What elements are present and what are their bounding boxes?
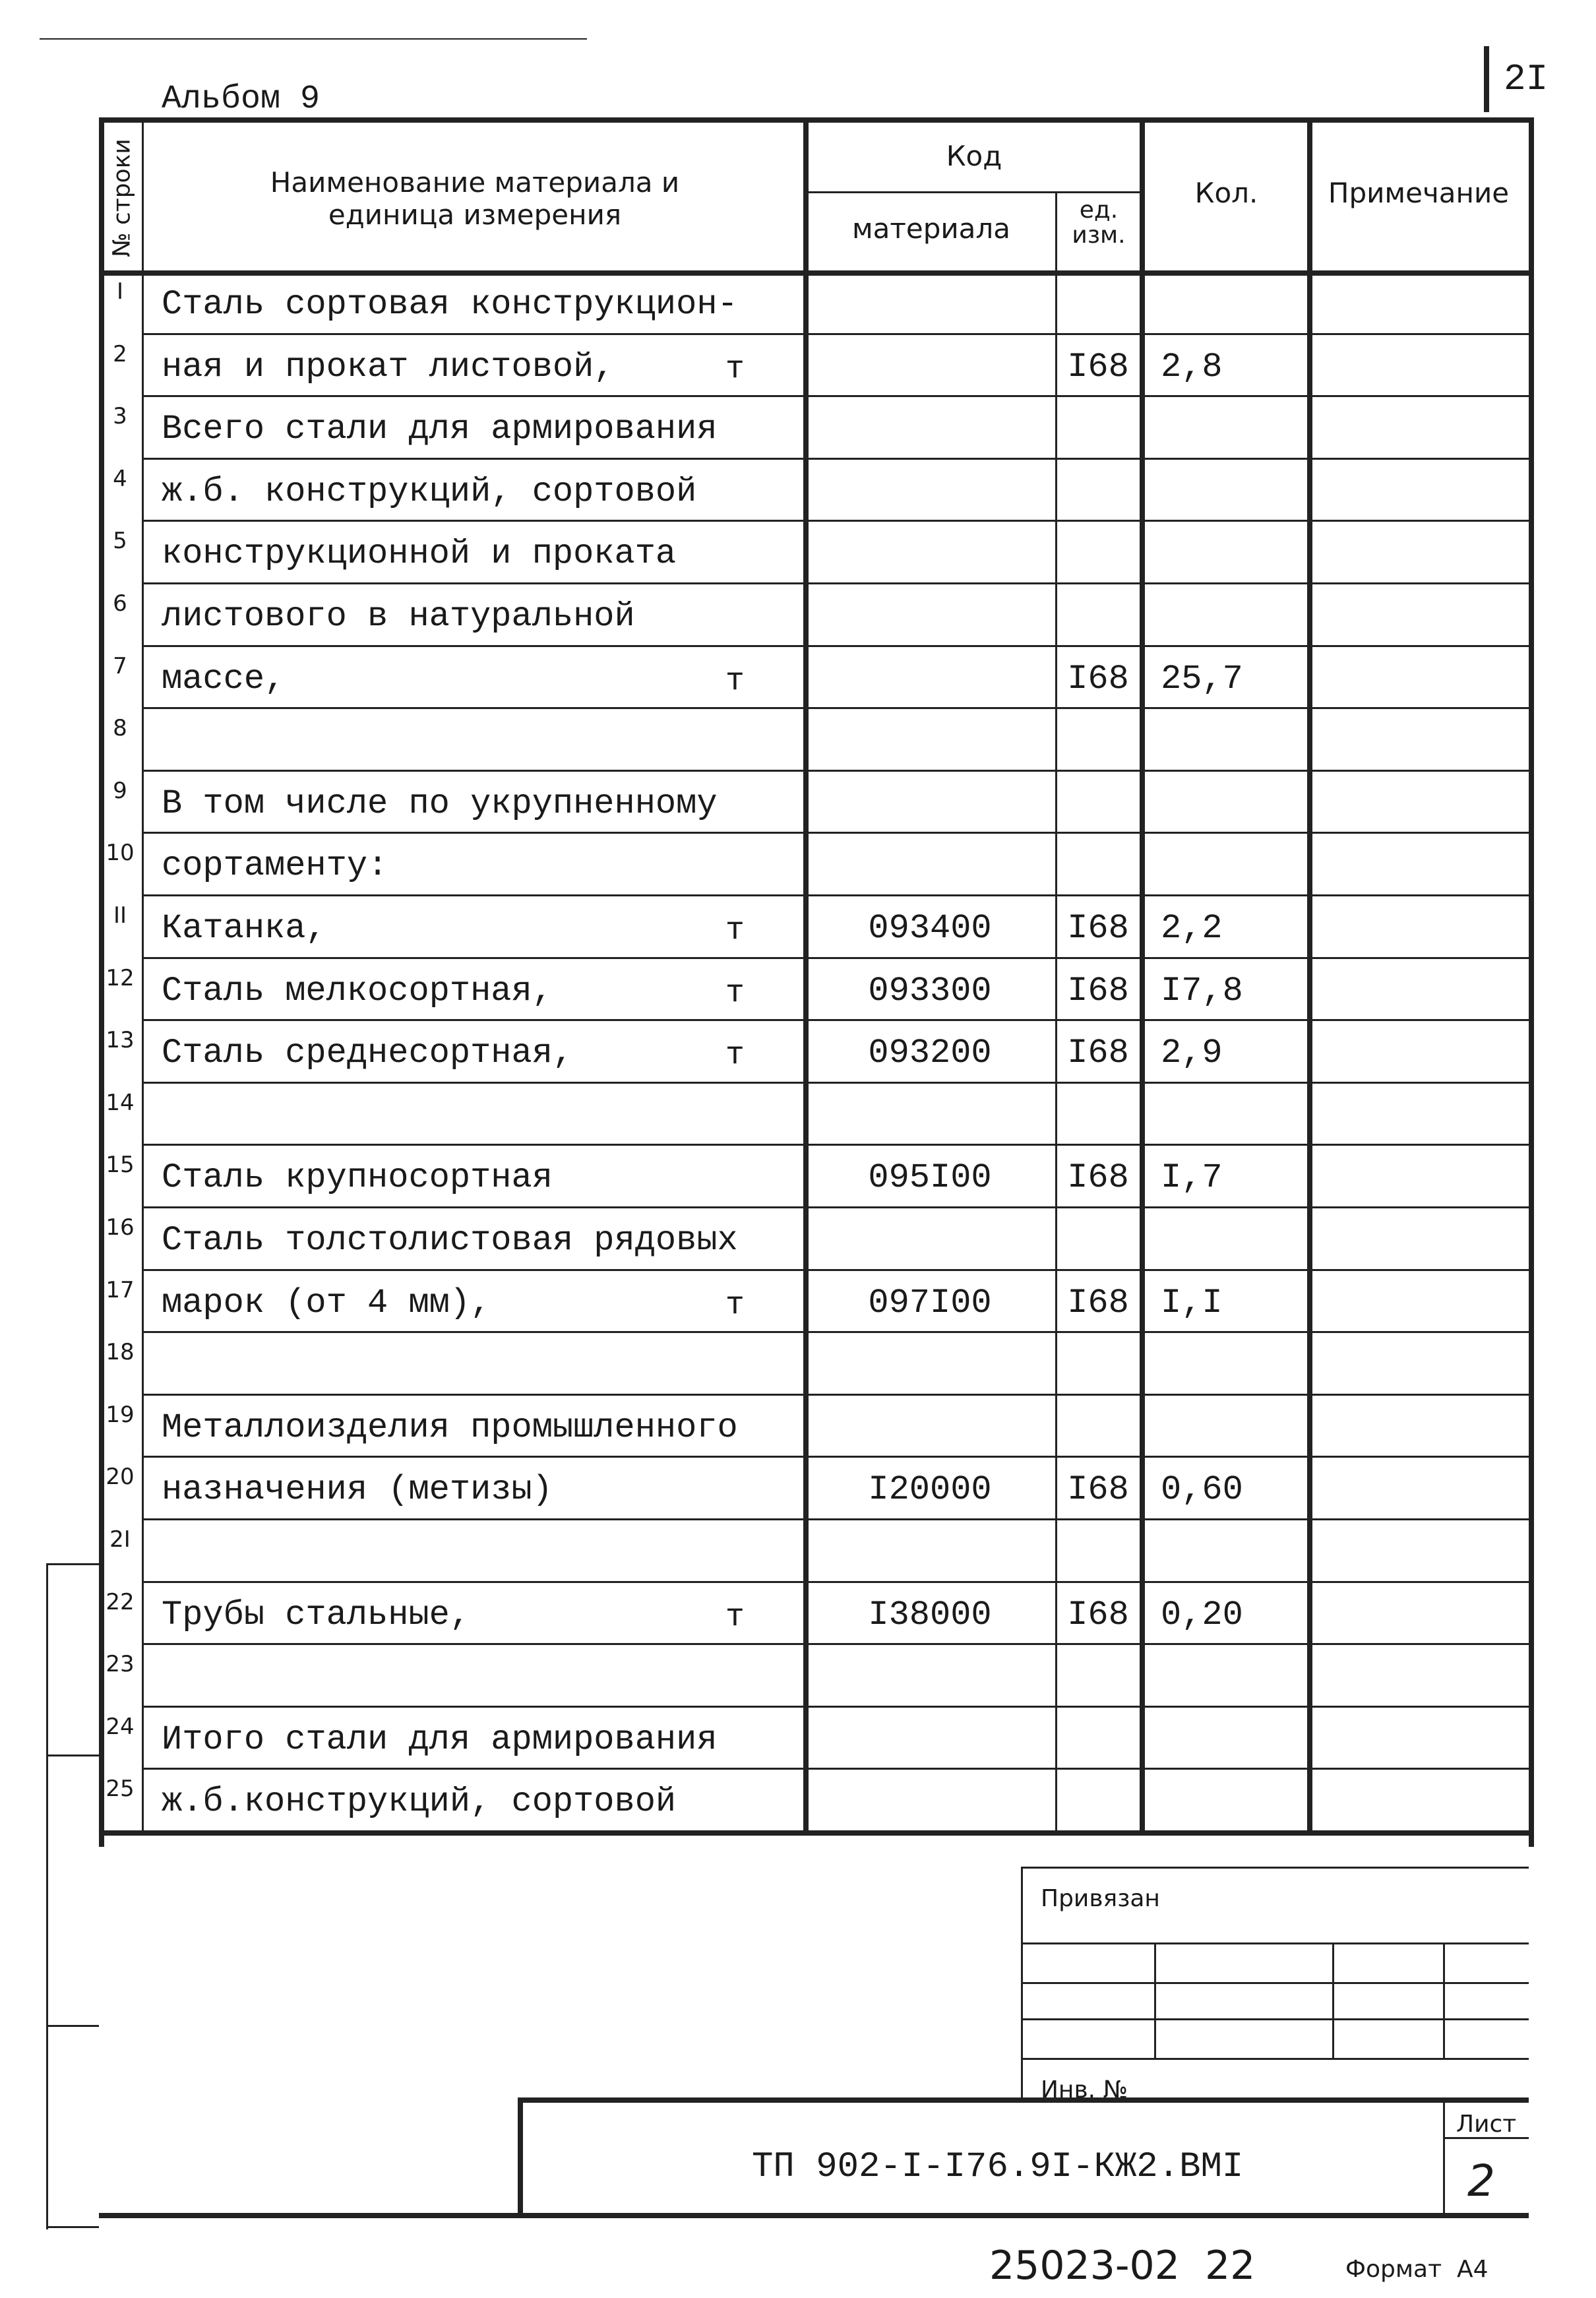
material-name: назначения (метизы): [162, 1470, 553, 1510]
material-name: Трубы стальные,: [162, 1595, 471, 1634]
grid-line: [1332, 1942, 1334, 2058]
name-header: Наименование материала и единица измерения: [270, 166, 680, 231]
table-row: [0, 333, 1596, 396]
row-number: 4: [113, 465, 127, 492]
quantity: I,I: [1161, 1283, 1223, 1322]
document-code: ТП 902-I-I76.9I-КЖ2.ВМI: [752, 2147, 1244, 2187]
unit-code: I68: [1067, 347, 1129, 387]
material-name: Катанка,: [162, 909, 326, 948]
material-code: I38000: [868, 1595, 992, 1634]
row-number: 25: [106, 1776, 135, 1803]
grid-line: [1021, 1867, 1529, 1869]
unit-code: I68: [1067, 909, 1129, 948]
row-number: 14: [106, 1089, 135, 1116]
grid-line: [1154, 1942, 1156, 2058]
unit-symbol: т: [725, 1599, 745, 1635]
grid-line: [518, 2097, 1529, 2103]
unit-header: ед. изм.: [1072, 197, 1126, 249]
table-row: [0, 1768, 1596, 1830]
table-row: [0, 832, 1596, 894]
material-code: 097I00: [868, 1283, 992, 1322]
unit-code: I68: [1067, 1283, 1129, 1322]
table-row: [0, 1581, 1596, 1644]
table-row: [0, 1206, 1596, 1269]
table-row: [0, 894, 1596, 957]
row-number: 18: [106, 1339, 135, 1366]
grid-line: [1021, 2058, 1529, 2060]
table-row: [0, 582, 1596, 645]
sheet-number: 2: [1467, 2156, 1495, 2206]
quantity: 2,9: [1161, 1034, 1223, 1073]
row-number: 12: [106, 964, 135, 991]
grid-line: [1443, 1942, 1445, 2058]
album-label: Альбом 9: [162, 80, 321, 118]
row-number-header: № строки: [108, 139, 136, 257]
grid-line: [46, 2025, 99, 2027]
grid-line: [803, 191, 1140, 193]
table-row: [0, 520, 1596, 582]
material-code: I20000: [868, 1470, 992, 1510]
row-number: 15: [106, 1152, 135, 1179]
privyazan-label: Привязан: [1041, 1885, 1160, 1912]
note-header: Примечание: [1328, 177, 1510, 209]
unit-code: I68: [1067, 659, 1129, 699]
archive-number: 25023-02 22: [989, 2243, 1256, 2289]
row-number: 8: [113, 715, 127, 742]
quantity: 2,8: [1161, 347, 1223, 387]
table-row: [0, 1706, 1596, 1768]
unit-symbol: т: [725, 975, 745, 1011]
row-number: 17: [106, 1276, 135, 1303]
unit-code: I68: [1067, 1158, 1129, 1198]
unit-symbol: т: [725, 1038, 745, 1074]
unit-code: I68: [1067, 1595, 1129, 1634]
table-row: [0, 1456, 1596, 1518]
table-row: [0, 645, 1596, 708]
code-header: Код: [946, 140, 1002, 172]
material-name: ж.б. конструкций, сортовой: [162, 472, 697, 511]
material-name: Металлоизделия промышленного: [162, 1408, 738, 1447]
quantity: 2,2: [1161, 909, 1223, 948]
row-number: 2: [113, 340, 127, 367]
row-number: 24: [106, 1713, 135, 1740]
inv-no-label: Инв. №: [1041, 2076, 1128, 2103]
qty-header: Кол.: [1194, 177, 1258, 209]
material-name: Сталь крупносортная: [162, 1158, 553, 1198]
table-row: [0, 957, 1596, 1020]
row-number: 19: [106, 1401, 135, 1428]
row-number: 5: [113, 528, 127, 555]
table-row: [0, 270, 1596, 333]
material-header: материала: [851, 212, 1010, 245]
grid-line: [99, 1830, 1529, 1836]
material-name: Сталь толстолистовая рядовых: [162, 1221, 738, 1260]
row-number: 22: [106, 1588, 135, 1615]
sheet-label: Лист: [1456, 2111, 1517, 2138]
row-number: I: [116, 278, 124, 305]
material-name: листового в натуральной: [162, 597, 635, 636]
material-name: марок (от 4 мм),: [162, 1283, 491, 1322]
quantity: I7,8: [1161, 971, 1243, 1010]
row-number: 23: [106, 1651, 135, 1678]
unit-symbol: т: [725, 351, 745, 387]
table-row: [0, 707, 1596, 770]
table-row: [0, 458, 1596, 520]
material-name: конструкционной и проката: [162, 534, 677, 574]
table-row: [0, 1643, 1596, 1706]
table-row: [0, 1394, 1596, 1456]
grid-line: [1443, 2097, 1445, 2213]
material-code: 093200: [868, 1034, 992, 1073]
row-number: 3: [113, 403, 127, 430]
row-number: 16: [106, 1214, 135, 1241]
table-row: [0, 770, 1596, 832]
format-label: Формат А4: [1345, 2256, 1489, 2283]
material-name: Сталь среднесортная,: [162, 1034, 574, 1073]
page-number: 2I: [1504, 58, 1549, 100]
page-number-mark: [1484, 46, 1489, 112]
top-rule: [40, 38, 587, 40]
grid-line: [1021, 2018, 1529, 2020]
material-name: Сталь мелкосортная,: [162, 971, 553, 1010]
table-row: [0, 395, 1596, 458]
grid-line: [1021, 1942, 1529, 1944]
quantity: I,7: [1161, 1158, 1223, 1198]
table-row: [0, 1019, 1596, 1082]
table-row: [0, 1082, 1596, 1144]
material-name: массе,: [162, 659, 286, 699]
unit-code: I68: [1067, 1034, 1129, 1073]
row-number: 13: [106, 1027, 135, 1054]
material-name: ж.б.конструкций, сортовой: [162, 1782, 677, 1822]
grid-line: [99, 117, 1529, 123]
grid-line: [46, 2226, 99, 2228]
table-row: [0, 1331, 1596, 1394]
material-name: Сталь сортовая конструкцион-: [162, 285, 738, 324]
material-name: В том числе по укрупненному: [162, 784, 718, 823]
unit-code: I68: [1067, 971, 1129, 1010]
grid-line: [1021, 1982, 1529, 1984]
row-number: 6: [113, 590, 127, 617]
row-number: 2I: [109, 1526, 131, 1553]
material-name: сортаменту:: [162, 846, 388, 886]
material-code: 095I00: [868, 1158, 992, 1198]
table-row: [0, 1144, 1596, 1206]
quantity: 25,7: [1161, 659, 1243, 699]
quantity: 0,20: [1161, 1595, 1243, 1634]
grid-line: [518, 2097, 523, 2213]
quantity: 0,60: [1161, 1470, 1243, 1510]
grid-line: [99, 2213, 1529, 2218]
unit-symbol: т: [725, 913, 745, 948]
unit-symbol: т: [725, 663, 745, 699]
row-number: 7: [113, 652, 127, 679]
material-name: ная и прокат листовой,: [162, 347, 615, 387]
table-row: [0, 1269, 1596, 1332]
material-code: 093300: [868, 971, 992, 1010]
row-number: II: [113, 902, 127, 929]
row-number: 10: [106, 840, 135, 867]
material-code: 093400: [868, 909, 992, 948]
material-name: Итого стали для армирования: [162, 1720, 718, 1759]
row-number: 20: [106, 1464, 135, 1491]
row-number: 9: [113, 777, 127, 804]
unit-code: I68: [1067, 1470, 1129, 1510]
table-row: [0, 1518, 1596, 1581]
unit-symbol: т: [725, 1287, 745, 1323]
material-name: Всего стали для армирования: [162, 410, 718, 449]
